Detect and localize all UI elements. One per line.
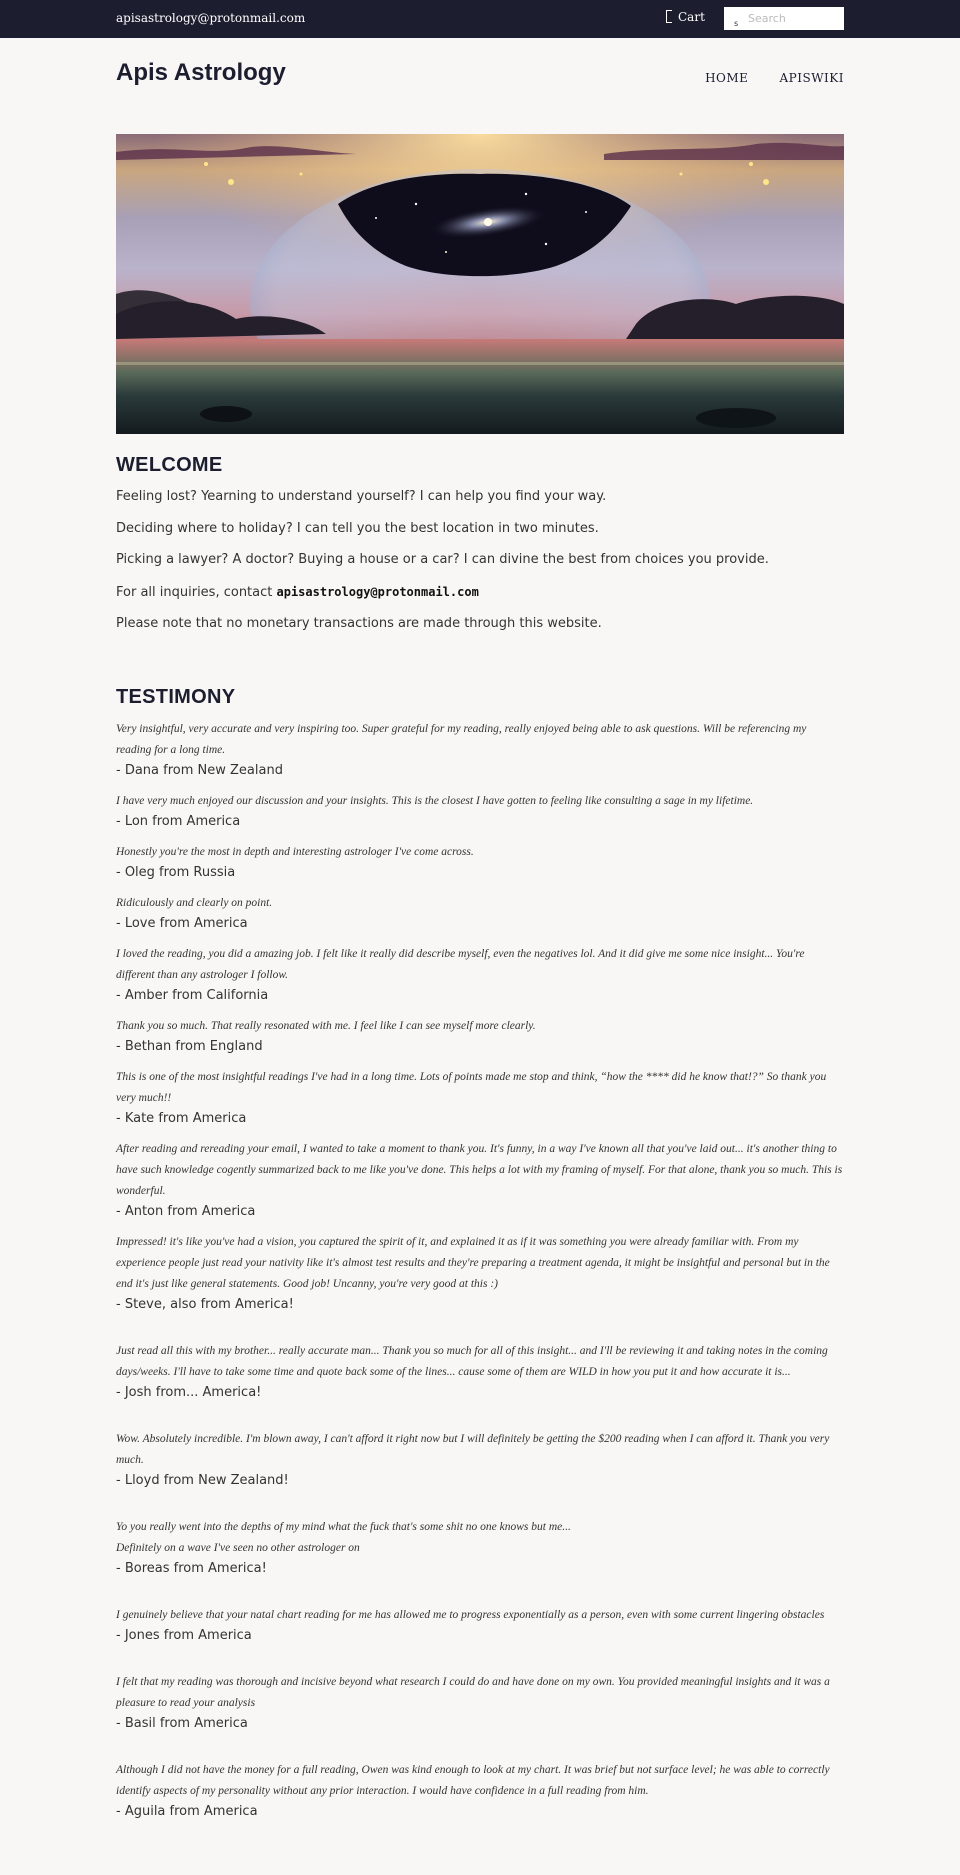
testimonial bbox=[116, 944, 844, 1005]
testimonial-author: - Jones from America bbox=[116, 1628, 252, 1643]
testimonial bbox=[116, 1016, 844, 1056]
testimonial-quote: Wow. Absolutely incredible. I'm blown away, I can't afford it right now but I will definitely be getting the $200 reading when I can afford it. Thank you very much. bbox=[116, 1433, 830, 1466]
top-bar bbox=[0, 0, 960, 38]
site-header bbox=[116, 38, 844, 134]
testimonial bbox=[116, 842, 844, 882]
testimonial bbox=[116, 719, 844, 780]
testimonial-quote: I felt that my reading was thorough and incisive beyond what research I could do and have done on my own. You provided meaningful insights and it was a pleasure to read your analysis bbox=[116, 1676, 830, 1709]
top-email-link[interactable]: apisastrology@protonmail.com bbox=[116, 11, 306, 25]
cart-link[interactable] bbox=[666, 10, 705, 24]
testimonial bbox=[116, 1517, 844, 1578]
testimonial-author: - Basil from America bbox=[116, 1716, 248, 1731]
testimonial-author: - Amber from California bbox=[116, 988, 269, 1003]
testimonial-quote: Very insightful, very accurate and very inspiring too. Super grateful for my reading, really enjoyed being able to ask questions. Will be referencing my reading for a long time. bbox=[116, 723, 807, 756]
welcome-contact bbox=[116, 582, 844, 603]
main-nav bbox=[679, 67, 844, 86]
testimonial-author: - Lloyd from New Zealand! bbox=[116, 1473, 289, 1488]
testimonial bbox=[116, 1139, 844, 1221]
testimonial-quote: Honestly you're the most in depth and interesting astrologer I've come across. bbox=[116, 846, 474, 858]
welcome-title: WELCOME bbox=[116, 454, 223, 476]
hero-illustration bbox=[116, 134, 844, 434]
welcome-paragraph: Feeling lost? Yearning to understand yourself? I can help you find your way. bbox=[116, 489, 607, 504]
testimonial bbox=[116, 1760, 844, 1821]
testimonial-author: - Anton from America bbox=[116, 1204, 256, 1219]
welcome-section bbox=[116, 454, 844, 634]
testimonial-quote: After reading and rereading your email, I wanted to take a moment to thank you. It's funny, in a way I've known all that you've laid out... it's another thing to have such knowledge cogently summarized back to me like you've done. This helps a lot with my framing of myself. For that alone, thank you so much. This is wonderful. bbox=[116, 1143, 843, 1197]
search-input[interactable] bbox=[724, 7, 844, 30]
welcome-paragraph: Picking a lawyer? A doctor? Buying a house or a car? I can divine the best from choices you provide. bbox=[116, 552, 769, 567]
testimonial-quote: Just read all this with my brother... really accurate man... Thank you so much for all of this insight... and I'll be reviewing it and taking notes in the coming days/weeks. I'll have to take some time and quote back some of the lines... cause some of them are WILD in how you put it and how accurate it is... bbox=[116, 1345, 828, 1378]
testimonial bbox=[116, 1341, 844, 1402]
testimonial-author: - Dana from New Zealand bbox=[116, 763, 283, 778]
welcome-paragraph: Please note that no monetary transactions are made through this website. bbox=[116, 616, 602, 631]
testimonial-author: - Love from America bbox=[116, 916, 248, 931]
testimonial-quote-line2: Definitely on a wave I've seen no other astrologer on bbox=[116, 1542, 360, 1554]
testimonial bbox=[116, 791, 844, 831]
search-icon: s bbox=[734, 19, 739, 28]
cart-icon bbox=[666, 10, 672, 23]
testimonial-quote: Yo you really went into the depths of my mind what the fuck that's some shit no one knows but me... bbox=[116, 1521, 571, 1533]
testimonial bbox=[116, 1672, 844, 1733]
testimony-section bbox=[116, 686, 844, 1821]
testimonial-author: - Lon from America bbox=[116, 814, 241, 829]
testimonial-quote: I loved the reading, you did a amazing job. I felt like it really did describe myself, even the negatives lol. And it did give me some nice insight... You're different than any astrologer I follow. bbox=[116, 948, 805, 981]
contact-prefix: For all inquiries, contact bbox=[116, 584, 277, 600]
testimonial-quote: I genuinely believe that your natal chart reading for me has allowed me to progress exponentially as a person, even with some current lingering obstacles bbox=[116, 1609, 825, 1621]
nav-home[interactable]: HOME bbox=[705, 71, 749, 85]
hero-image bbox=[116, 134, 844, 434]
testimonial bbox=[116, 1232, 844, 1314]
testimonial-author: - Aguila from America bbox=[116, 1804, 258, 1819]
welcome-paragraph: Deciding where to holiday? I can tell you the best location in two minutes. bbox=[116, 520, 599, 536]
contact-email: apisastrology@protonmail.com bbox=[276, 584, 479, 599]
testimonial-quote: Ridiculously and clearly on point. bbox=[116, 897, 273, 909]
testimonial-quote: I have very much enjoyed our discussion and your insights. This is the closest I have gotten to feeling like consulting a sage in my lifetime. bbox=[116, 795, 754, 807]
nav-apiswiki[interactable]: APISWIKI bbox=[779, 71, 844, 85]
testimonial-quote: Impressed! it's like you've had a vision, you captured the spirit of it, and explained it as if it was something you were already familiar with. From my experience people just read your nativity like it's almost test results and they're preparing a treatment agenda, it might be insightful and personal but in the end it's just like general statements. Good job! Uncanny, you're very good at this :) bbox=[116, 1236, 830, 1290]
testimonial-quote: Although I did not have the money for a full reading, Owen was kind enough to look at my chart. It was brief but not surface level; he was able to correctly identify aspects of my personality without any prior interaction. I would have confidence in a full reading from him. bbox=[116, 1764, 830, 1797]
testimonial bbox=[116, 1067, 844, 1128]
testimonial bbox=[116, 1605, 844, 1645]
testimonial-author: - Steve, also from America! bbox=[116, 1297, 294, 1312]
testimonial-quote: This is one of the most insightful readings I've had in a long time. Lots of points made me stop and think, “how the **** did he know that!?” So thank you very much!! bbox=[116, 1071, 827, 1104]
testimonial-quote: Thank you so much. That really resonated with me. I feel like I can see myself more clearly. bbox=[116, 1020, 536, 1032]
testimonial-author: - Oleg from Russia bbox=[116, 865, 236, 880]
testimonial bbox=[116, 893, 844, 933]
testimonial-author: - Josh from... America! bbox=[116, 1385, 262, 1400]
testimonial-author: - Boreas from America! bbox=[116, 1561, 267, 1576]
testimonial-author: - Kate from America bbox=[116, 1111, 247, 1126]
site-title[interactable]: Apis Astrology bbox=[116, 59, 286, 86]
testimonial-author: - Bethan from England bbox=[116, 1039, 263, 1054]
testimonial bbox=[116, 1429, 844, 1490]
cart-label: Cart bbox=[678, 10, 705, 24]
testimony-title: TESTIMONY bbox=[116, 686, 236, 708]
